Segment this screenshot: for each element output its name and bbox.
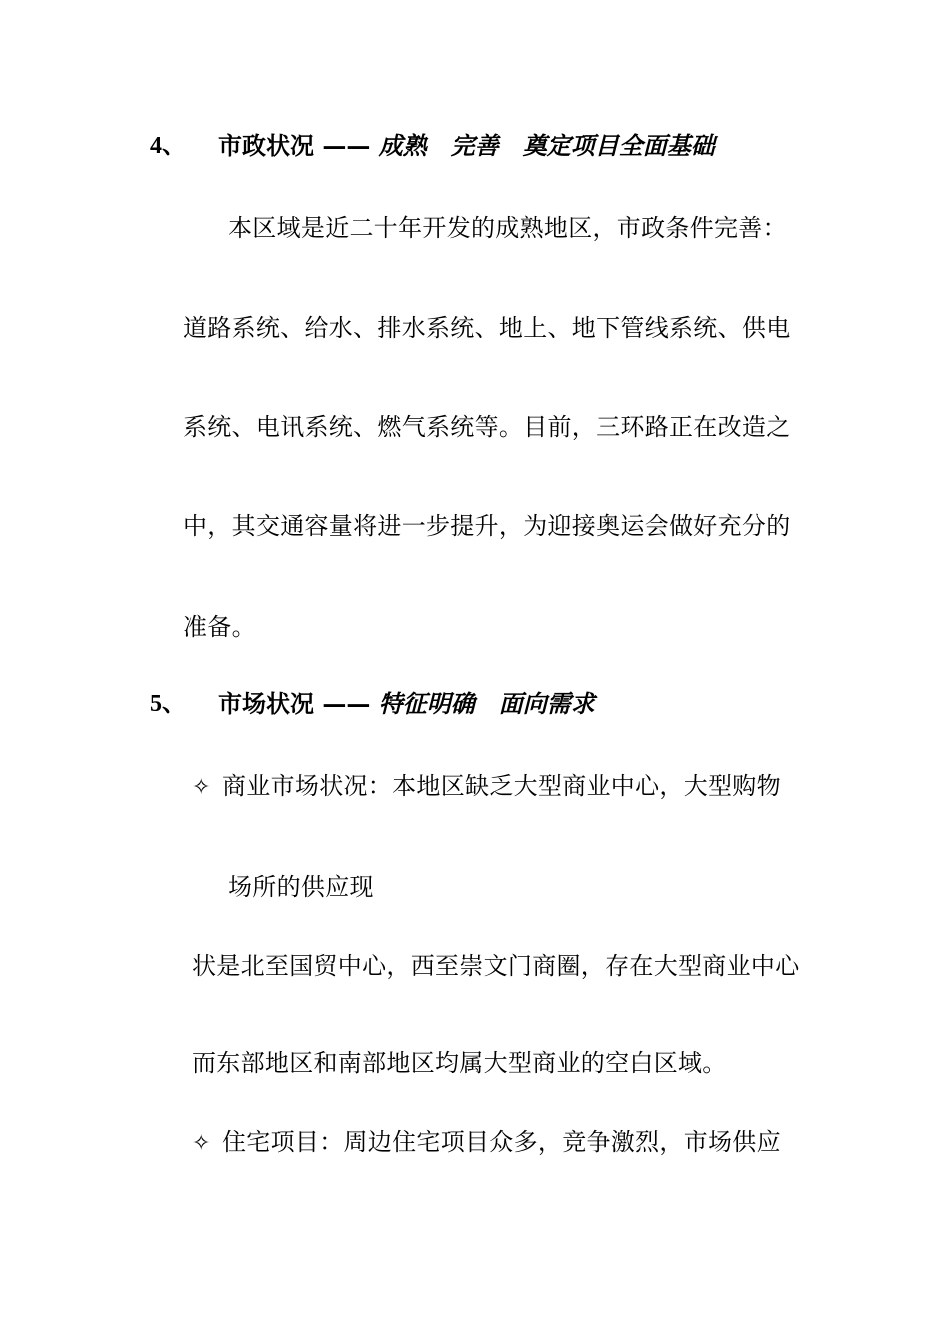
bullet-1-line-3: 状是北至国贸中心，西至崇文门商圈，存在大型商业中心	[192, 952, 800, 980]
section-5-number: 5、	[150, 691, 186, 717]
section-5-slogan: 特征明确 面向需求	[378, 689, 595, 718]
section-5-title	[218, 689, 595, 719]
bullet-1-first-line: 商业市场状况：本地区缺乏大型商业中心，大型购物	[222, 772, 781, 800]
section-4-title	[218, 131, 715, 161]
bullet-1-line-2: 场所的供应现	[228, 873, 374, 901]
bullet-2-first-line: 住宅项目：周边住宅项目众多，竞争激烈，市场供应	[222, 1128, 781, 1156]
diamond-bullet-icon: ✧	[192, 1131, 211, 1156]
bullet-item-residential	[192, 1127, 781, 1159]
section-4-line-1: 本区域是近二十年开发的成熟地区，市政条件完善：	[228, 214, 787, 242]
section-4-title-text: 市政状况 ——	[218, 131, 371, 160]
bullet-1-line-4: 而东部地区和南部地区均属大型商业的空白区域。	[192, 1049, 727, 1077]
section-5-heading	[150, 689, 790, 719]
section-4-number: 4、	[150, 133, 186, 159]
bullet-item-commercial	[192, 771, 781, 803]
section-4-line-2: 道路系统、给水、排水系统、地上、地下管线系统、供电	[183, 314, 791, 342]
section-4-line-3: 系统、电讯系统、燃气系统等。目前，三环路正在改造之	[183, 413, 791, 441]
section-4-line-5: 准备。	[183, 613, 256, 641]
section-5-title-text: 市场状况 ——	[218, 689, 371, 718]
diamond-bullet-icon: ✧	[192, 775, 211, 800]
section-4-slogan: 成熟 完善 奠定项目全面基础	[378, 131, 715, 160]
section-4-line-4: 中，其交通容量将进一步提升，为迎接奥运会做好充分的	[183, 512, 791, 540]
section-4-heading	[150, 131, 790, 161]
